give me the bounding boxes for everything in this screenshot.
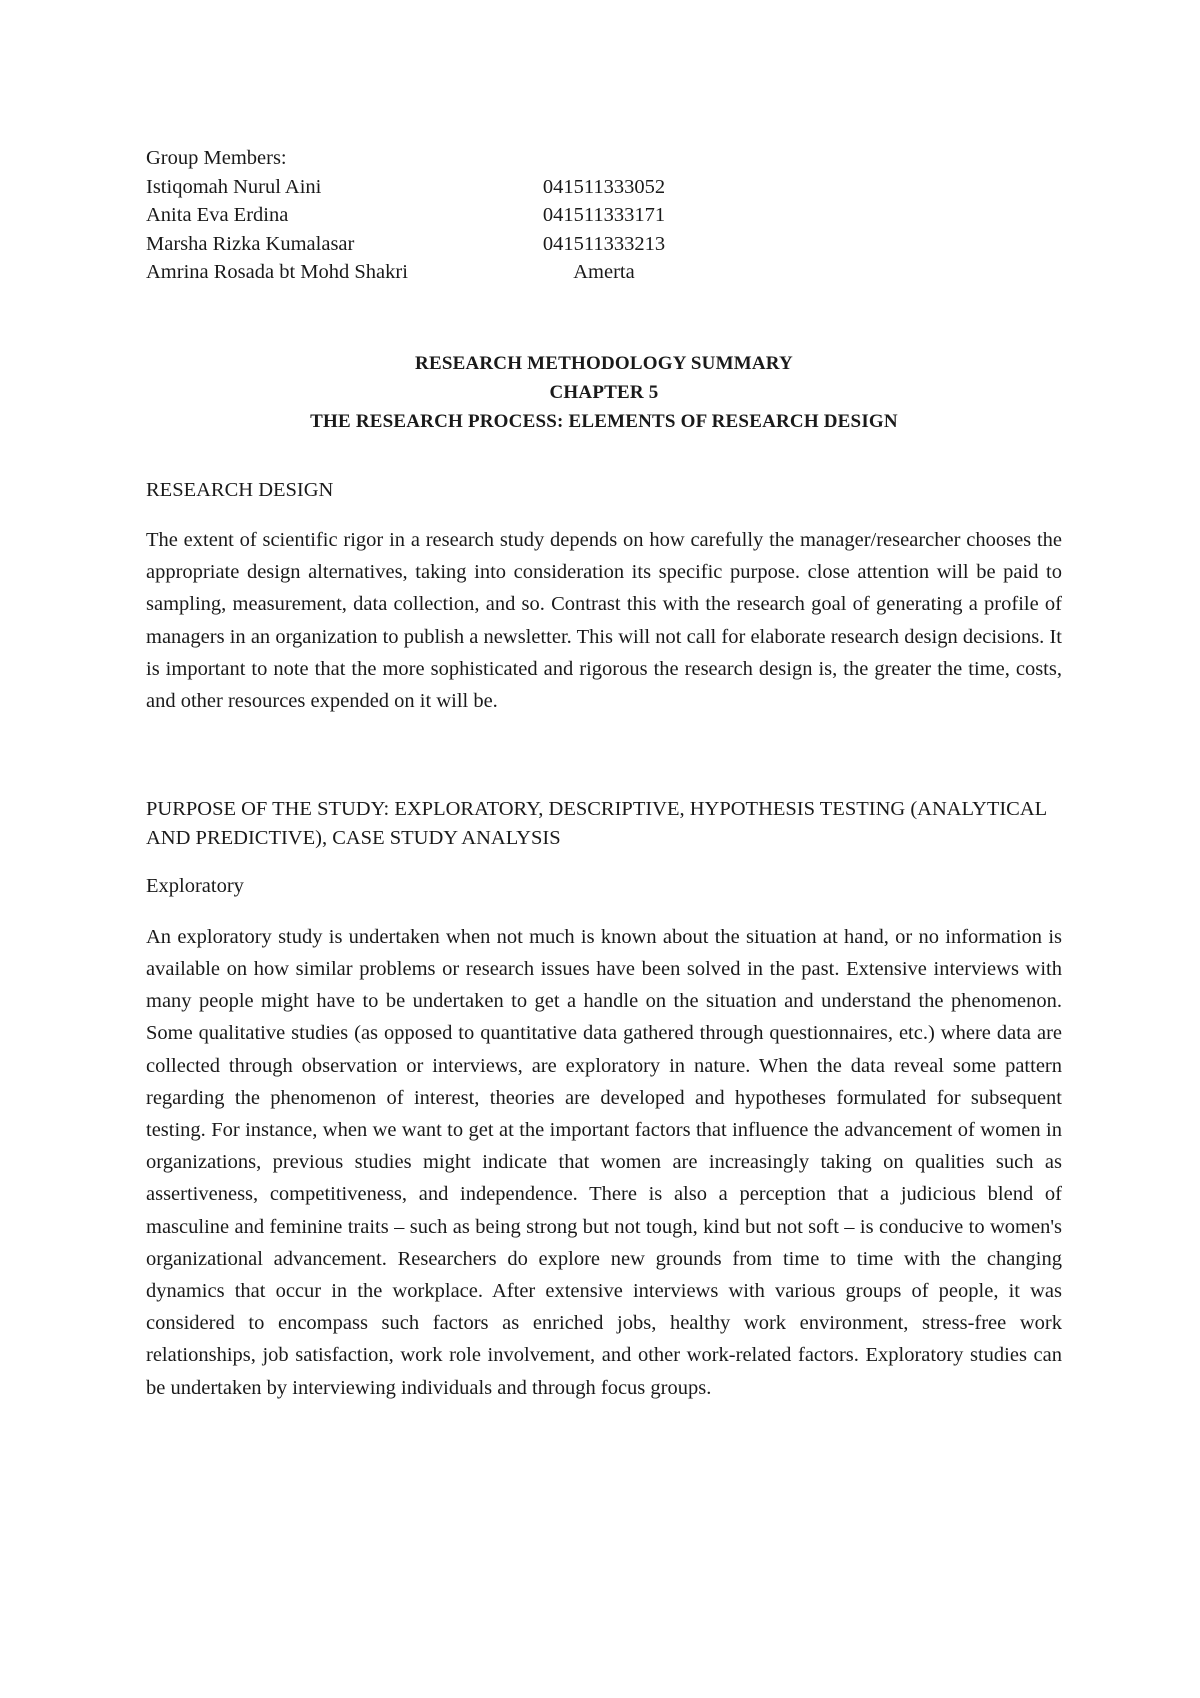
title-line-chapter-name: THE RESEARCH PROCESS: ELEMENTS OF RESEARCH DESIGN <box>310 410 898 432</box>
purpose-of-study-heading: PURPOSE OF THE STUDY: EXPLORATORY, DESCRIPTIVE, HYPOTHESIS TESTING (ANALYTICAL AND PREDICTIVE), CASE STUDY ANALYSIS <box>146 798 1047 849</box>
document-title <box>146 349 1062 436</box>
member-id: Amerta <box>573 261 635 283</box>
title-line-chapter: CHAPTER 5 <box>549 381 659 403</box>
research-design-paragraph: The extent of scientific rigor in a research study depends on how carefully the manager/researcher chooses the appropriate design alternatives, taking into consideration its specific purpose. close attention will be paid to sampling, measurement, data collection, and so. Contrast this with the research goal of generating a profile of managers in an organization to publish a newsletter. This will not call for elaborate research design decisions. It is important to note that the more sophisticated and rigorous the research design is, the greater the time, costs, and other resources expended on it will be. <box>146 529 1062 713</box>
document-content <box>146 144 1062 1404</box>
member-name: Amrina Rosada bt Mohd Shakri <box>146 261 408 283</box>
group-members-table <box>146 173 674 287</box>
member-row <box>146 173 674 202</box>
member-id: 041511333052 <box>542 175 666 198</box>
research-design-heading: RESEARCH DESIGN <box>146 478 334 501</box>
member-row <box>146 201 674 230</box>
title-line-summary: RESEARCH METHODOLOGY SUMMARY <box>415 352 793 374</box>
member-name: Anita Eva Erdina <box>146 204 289 226</box>
member-row <box>146 258 674 287</box>
member-id: 041511333171 <box>542 204 666 226</box>
exploratory-paragraph: An exploratory study is undertaken when not much is known about the situation at hand, or no information is available on how similar problems or research issues have been solved in the past. Extensive interviews with many people might have to be undertaken to get a handle on the situation and understand the phenomenon. Some qualitative studies (as opposed to quantitative data gathered through questionnaires, etc.) where data are collected through observation or interviews, are exploratory in nature. When the data reveal some pattern regarding the phenomenon of interest, theories are developed and hypotheses formulated for subsequent testing. For instance, when we want to get at the important factors that influence the advancement of women in organizations, previous studies might indicate that women are increasingly taking on qualities such as assertiveness, competitiveness, and independence. There is also a perception that a judicious blend of masculine and feminine traits – such as being strong but not tough, kind but not soft – is conducive to women's organizational advancement. Researchers do explore new grounds from time to time with the changing dynamics that occur in the workplace. After extensive interviews with various groups of people, it was considered to encompass such factors as enriched jobs, healthy work environment, stress-free work relationships, job satisfaction, work role involvement, and other work-related factors. Exploratory studies can be undertaken by interviewing individuals and through focus groups. <box>146 925 1062 1399</box>
member-name: Marsha Rizka Kumalasar <box>146 232 355 255</box>
member-id: 041511333213 <box>542 232 666 255</box>
group-members-heading: Group Members: <box>146 147 287 169</box>
member-row <box>146 230 674 259</box>
exploratory-heading: Exploratory <box>146 875 244 898</box>
member-name: Istiqomah Nurul Aini <box>146 175 322 198</box>
